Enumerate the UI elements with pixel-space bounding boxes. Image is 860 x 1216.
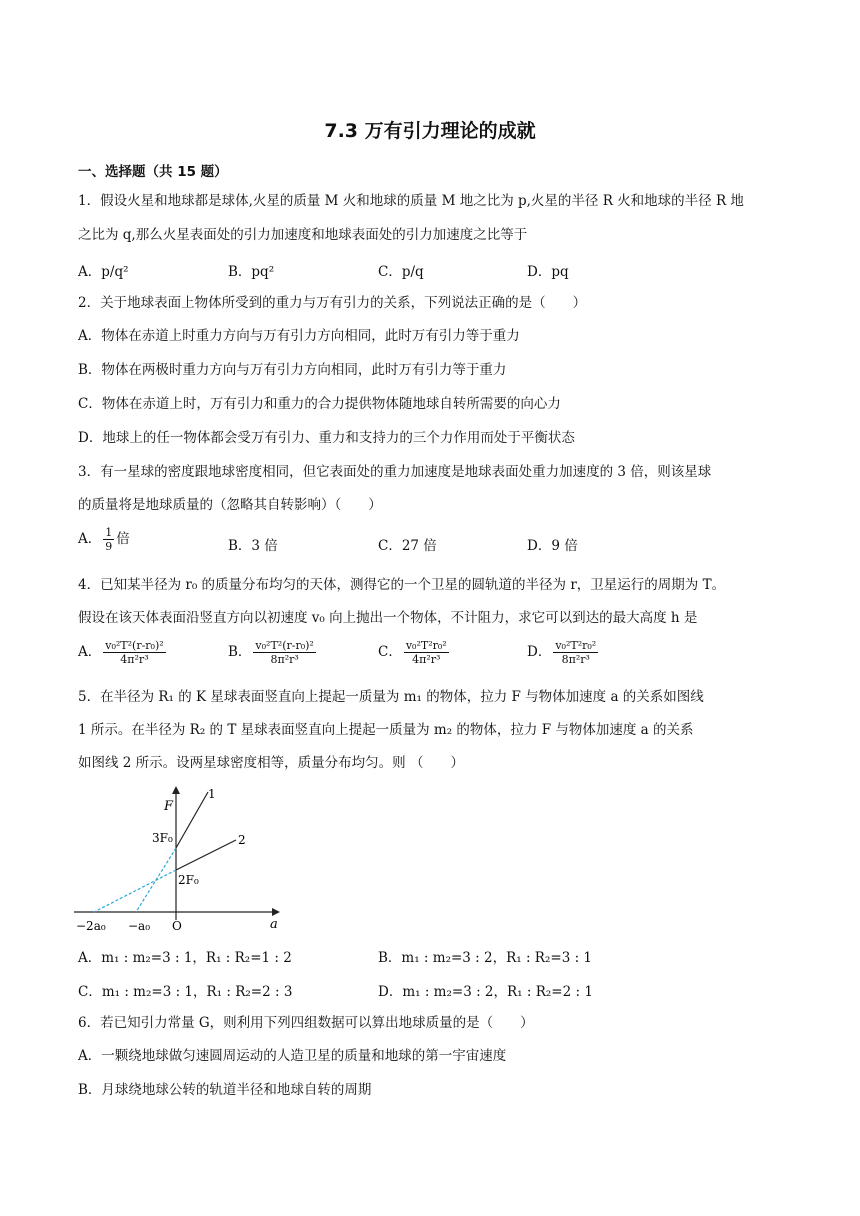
- line-2-label: 2: [238, 833, 246, 847]
- q4-a-numerator: v₀²T²(r-r₀)²: [105, 639, 164, 652]
- q1-option-b[interactable]: B．pq²: [228, 264, 275, 280]
- q1-option-c[interactable]: C．p/q: [378, 264, 424, 280]
- q2-stem: 2．关于地球表面上物体所受到的重力与万有引力的关系，下列说法正确的是（ ）: [78, 295, 587, 311]
- q2-option-a[interactable]: A．物体在赤道上时重力方向与万有引力方向相同，此时万有引力等于重力: [78, 328, 520, 344]
- q4-d-denominator: 8π²r³: [561, 653, 590, 666]
- q5-option-d[interactable]: D．m₁ : m₂=3 : 2，R₁ : R₂=2 : 1: [378, 984, 593, 1000]
- q4-b-numerator: v₀²T²(r-r₀)²: [255, 639, 314, 652]
- q1-option-d[interactable]: D．pq: [527, 264, 569, 280]
- q3-option-a-fraction: [103, 526, 114, 553]
- graph-line-1: [176, 792, 208, 848]
- x-axis-arrow-icon: [272, 908, 280, 916]
- q5-option-a[interactable]: A．m₁ : m₂=3 : 1，R₁ : R₂=1 : 2: [78, 950, 292, 966]
- section-heading: 一、选择题（共 15 题）: [78, 164, 228, 180]
- q3-option-a-unit: 倍: [116, 531, 130, 547]
- q3-fraction-numerator: 1: [105, 526, 113, 539]
- document-title: 7.3 万有引力理论的成就: [324, 120, 536, 142]
- q4-option-d-label: D．: [527, 644, 552, 660]
- q4-option-b-fraction: [253, 639, 315, 666]
- q2-option-d[interactable]: D．地球上的任一物体都会受万有引力、重力和支持力的三个力作用而处于平衡状态: [78, 430, 575, 446]
- q3-option-b[interactable]: B．3 倍: [228, 538, 278, 554]
- q4-d-numerator: v₀²T²r₀²: [555, 639, 597, 652]
- q4-option-d[interactable]: [527, 639, 600, 666]
- q4-option-a-fraction: [103, 639, 165, 666]
- q4-option-b-label: B．: [228, 644, 252, 660]
- q3-option-d[interactable]: D．9 倍: [527, 538, 578, 554]
- q6-option-a[interactable]: A．一颗绕地球做匀速圆周运动的人造卫星的质量和地球的第一宇宙速度: [78, 1048, 507, 1064]
- q4-option-a-label: A．: [78, 644, 102, 660]
- three-f0-label: 3F₀: [152, 831, 173, 845]
- force-acceleration-graph: [72, 782, 282, 934]
- neg-a0-label: −a₀: [128, 919, 151, 933]
- neg-2a0-label: −2a₀: [76, 919, 106, 933]
- y-axis-arrow-icon: [172, 786, 180, 794]
- q4-stem-line1: 4．已知某半径为 r₀ 的质量分布均匀的天体，测得它的一个卫星的圆轨道的半径为 r，卫星运行的周期为 T。: [78, 577, 726, 593]
- a-axis-label: a: [270, 917, 278, 932]
- q4-option-b[interactable]: [228, 639, 318, 666]
- q2-option-c[interactable]: C．物体在赤道上时，万有引力和重力的合力提供物体随地球自转所需要的向心力: [78, 396, 561, 412]
- q4-c-numerator: v₀²T²r₀²: [405, 639, 447, 652]
- q1-stem-line1: 1．假设火星和地球都是球体,火星的质量 M 火和地球的质量 M 地之比为 p,火星的半径 R 火和地球的半径 R 地: [78, 193, 744, 209]
- q3-option-c[interactable]: C．27 倍: [378, 538, 437, 554]
- q4-stem-line2: 假设在该天体表面沿竖直方向以初速度 v₀ 向上抛出一个物体，不计阻力，求它可以到达的最大高度 h 是: [78, 610, 698, 626]
- q4-option-c[interactable]: [378, 639, 451, 666]
- origin-label: O: [172, 919, 182, 933]
- q4-option-c-label: C．: [378, 644, 402, 660]
- q3-fraction-denominator: 9: [105, 540, 113, 553]
- q4-b-denominator: 8π²r³: [270, 653, 299, 666]
- q5-stem-line2: 1 所示。在半径为 R₂ 的 T 星球表面竖直向上提起一质量为 m₂ 的物体，拉力 F 与物体加速度 a 的关系: [78, 722, 694, 738]
- q4-c-denominator: 4π²r³: [412, 653, 441, 666]
- f-axis-label: F: [164, 799, 174, 814]
- q3-option-a[interactable]: [78, 526, 130, 553]
- q5-option-c[interactable]: C．m₁ : m₂=3 : 1，R₁ : R₂=2 : 3: [78, 984, 293, 1000]
- q6-option-b[interactable]: B．月球绕地球公转的轨道半径和地球自转的周期: [78, 1082, 372, 1098]
- graph-line-2: [176, 840, 236, 870]
- q3-option-a-label: A．: [78, 531, 102, 547]
- q1-option-a[interactable]: A．p/q²: [78, 264, 129, 280]
- two-f0-label: 2F₀: [178, 873, 199, 887]
- q4-option-c-fraction: [404, 639, 449, 666]
- q4-a-denominator: 4π²r³: [120, 653, 149, 666]
- q5-option-b[interactable]: B．m₁ : m₂=3 : 2，R₁ : R₂=3 : 1: [378, 950, 593, 966]
- q2-option-b[interactable]: B．物体在两极时重力方向与万有引力方向相同，此时万有引力等于重力: [78, 362, 507, 378]
- q4-option-d-fraction: [553, 639, 598, 666]
- q5-stem-line1: 5．在半径为 R₁ 的 K 星球表面竖直向上提起一质量为 m₁ 的物体，拉力 F 与物体加速度 a 的关系如图线: [78, 689, 704, 705]
- q5-stem-line3: 如图线 2 所示。设两星球密度相等，质量分布均匀。则 （ ）: [78, 755, 464, 771]
- q3-stem-line1: 3．有一星球的密度跟地球密度相同，但它表面处的重力加速度是地球表面处重力加速度的 3 倍，则该星球: [78, 464, 712, 480]
- q3-stem-line2: 的质量将是地球质量的（忽略其自转影响）（ ）: [78, 497, 382, 513]
- line-1-label: 1: [208, 787, 216, 801]
- q6-stem: 6．若已知引力常量 G，则利用下列四组数据可以算出地球质量的是（ ）: [78, 1015, 534, 1031]
- line-2-extension: [94, 870, 176, 912]
- q4-option-a[interactable]: [78, 639, 168, 666]
- q1-stem-line2: 之比为 q,那么火星表面处的引力加速度和地球表面处的引力加速度之比等于: [78, 227, 528, 243]
